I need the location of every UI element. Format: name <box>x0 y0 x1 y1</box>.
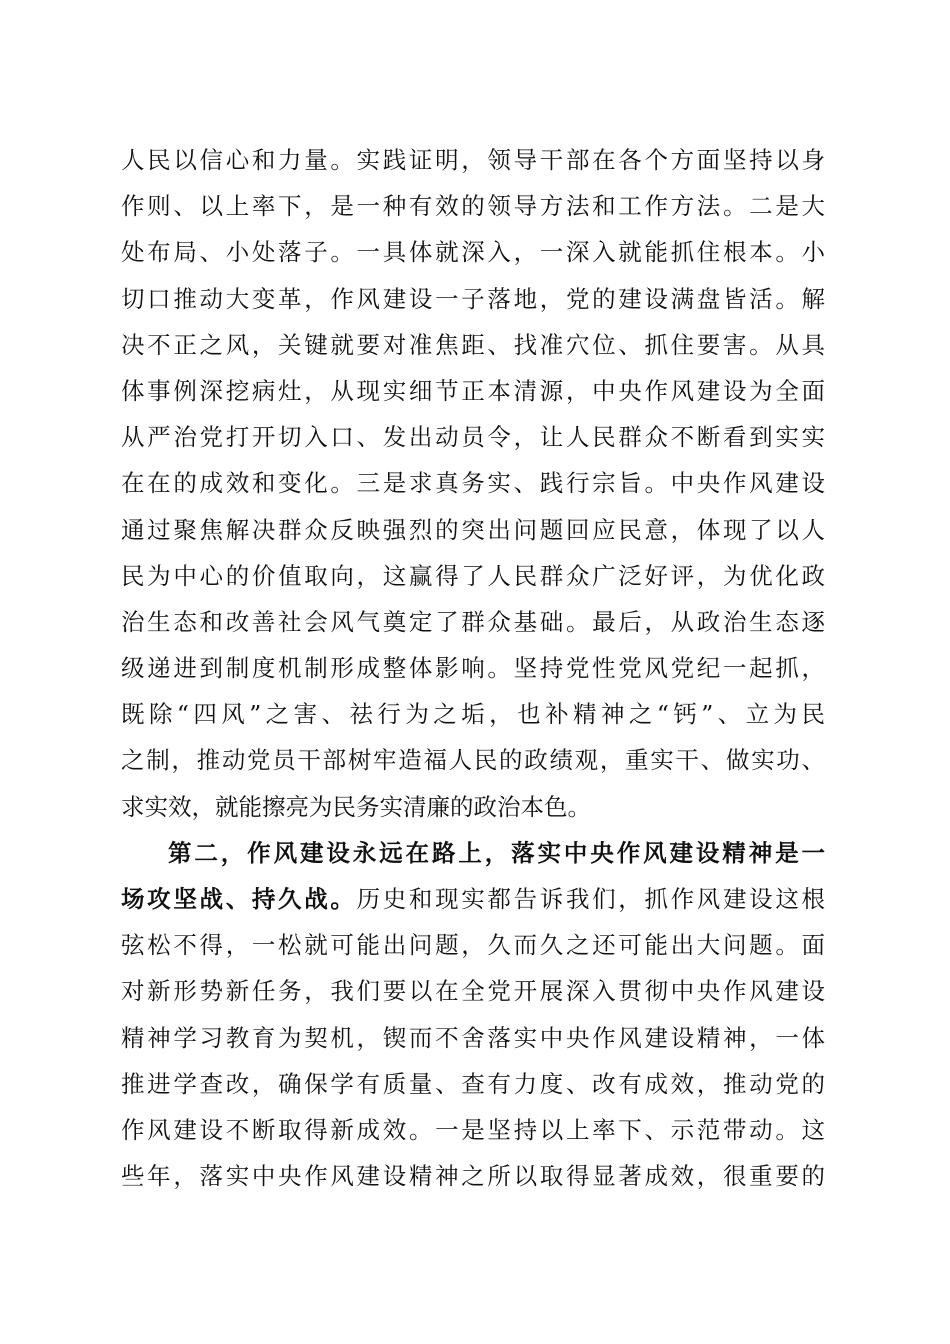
text-line: 些年，落实中央作风建设精神之所以取得显著成效，很重要的 <box>121 1162 825 1191</box>
text-line: 级递进到制度机制形成整体影响。坚持党性党风党纪一起抓， <box>121 654 825 683</box>
text-line: 作风建设不断取得新成效。一是坚持以上率下、示范带动。这 <box>121 1115 825 1144</box>
text-line: 体事例深挖病灶，从现实细节正本清源，中央作风建设为全面 <box>121 376 825 405</box>
text-line: 对新形势新任务，我们要以在全党开展深入贯彻中央作风建设 <box>121 977 825 1006</box>
text-line: 切口推动大变革，作风建设一子落地，党的建设满盘皆活。解 <box>121 284 825 313</box>
text-line-mixed <box>121 876 825 922</box>
section-heading-line: 第二，作风建设永远在路上，落实中央作风建设精神是一 <box>168 838 825 867</box>
text-line: 作则、以上率下，是一种有效的领导方法和工作方法。二是大 <box>121 192 825 221</box>
text-line: 在在的成效和变化。三是求真务实、践行宗旨。中央作风建设 <box>121 469 825 498</box>
text-line: 推进学查改，确保学有质量、查有力度、改有成效，推动党的 <box>121 1069 825 1098</box>
text-line: 民为中心的价值取向，这赢得了人民群众广泛好评，为优化政 <box>121 561 825 590</box>
text-line: 精神学习教育为契机，锲而不舍落实中央作风建设精神，一体 <box>121 1023 825 1052</box>
text-line: 之制，推动党员干部树牢造福人民的政绩观，重实干、做实功、 <box>121 746 825 775</box>
text-fragment: 历史和现实都告诉我们，抓作风建设这根 <box>356 885 826 913</box>
text-line: 治生态和改善社会风气奠定了群众基础。最后，从政治生态逐 <box>121 607 825 636</box>
text-line: 人民以信心和力量。实践证明，领导干部在各个方面坚持以身 <box>121 146 825 174</box>
text-line: 处布局、小处落子。一具体就深入，一深入就能抓住根本。小 <box>121 238 825 267</box>
text-line: 求实效，就能擦亮为民务实清廉的政治本色。 <box>121 792 591 821</box>
text-line: 既除“四风”之害、祛行为之垢，也补精神之“钙”、立为民 <box>121 700 825 729</box>
body-text <box>121 137 825 1199</box>
section-heading-tail: 场攻坚战、持久战。 <box>121 885 357 913</box>
text-line: 通过聚焦解决群众反映强烈的突出问题回应民意，体现了以人 <box>121 515 825 544</box>
text-line: 弦松不得，一松就可能出问题，久而久之还可能出大问题。面 <box>121 931 825 960</box>
text-line: 决不正之风，关键就要对准焦距、找准穴位、抓住要害。从具 <box>121 330 825 359</box>
text-line: 从严治党打开切入口、发出动员令，让人民群众不断看到实实 <box>121 423 825 452</box>
